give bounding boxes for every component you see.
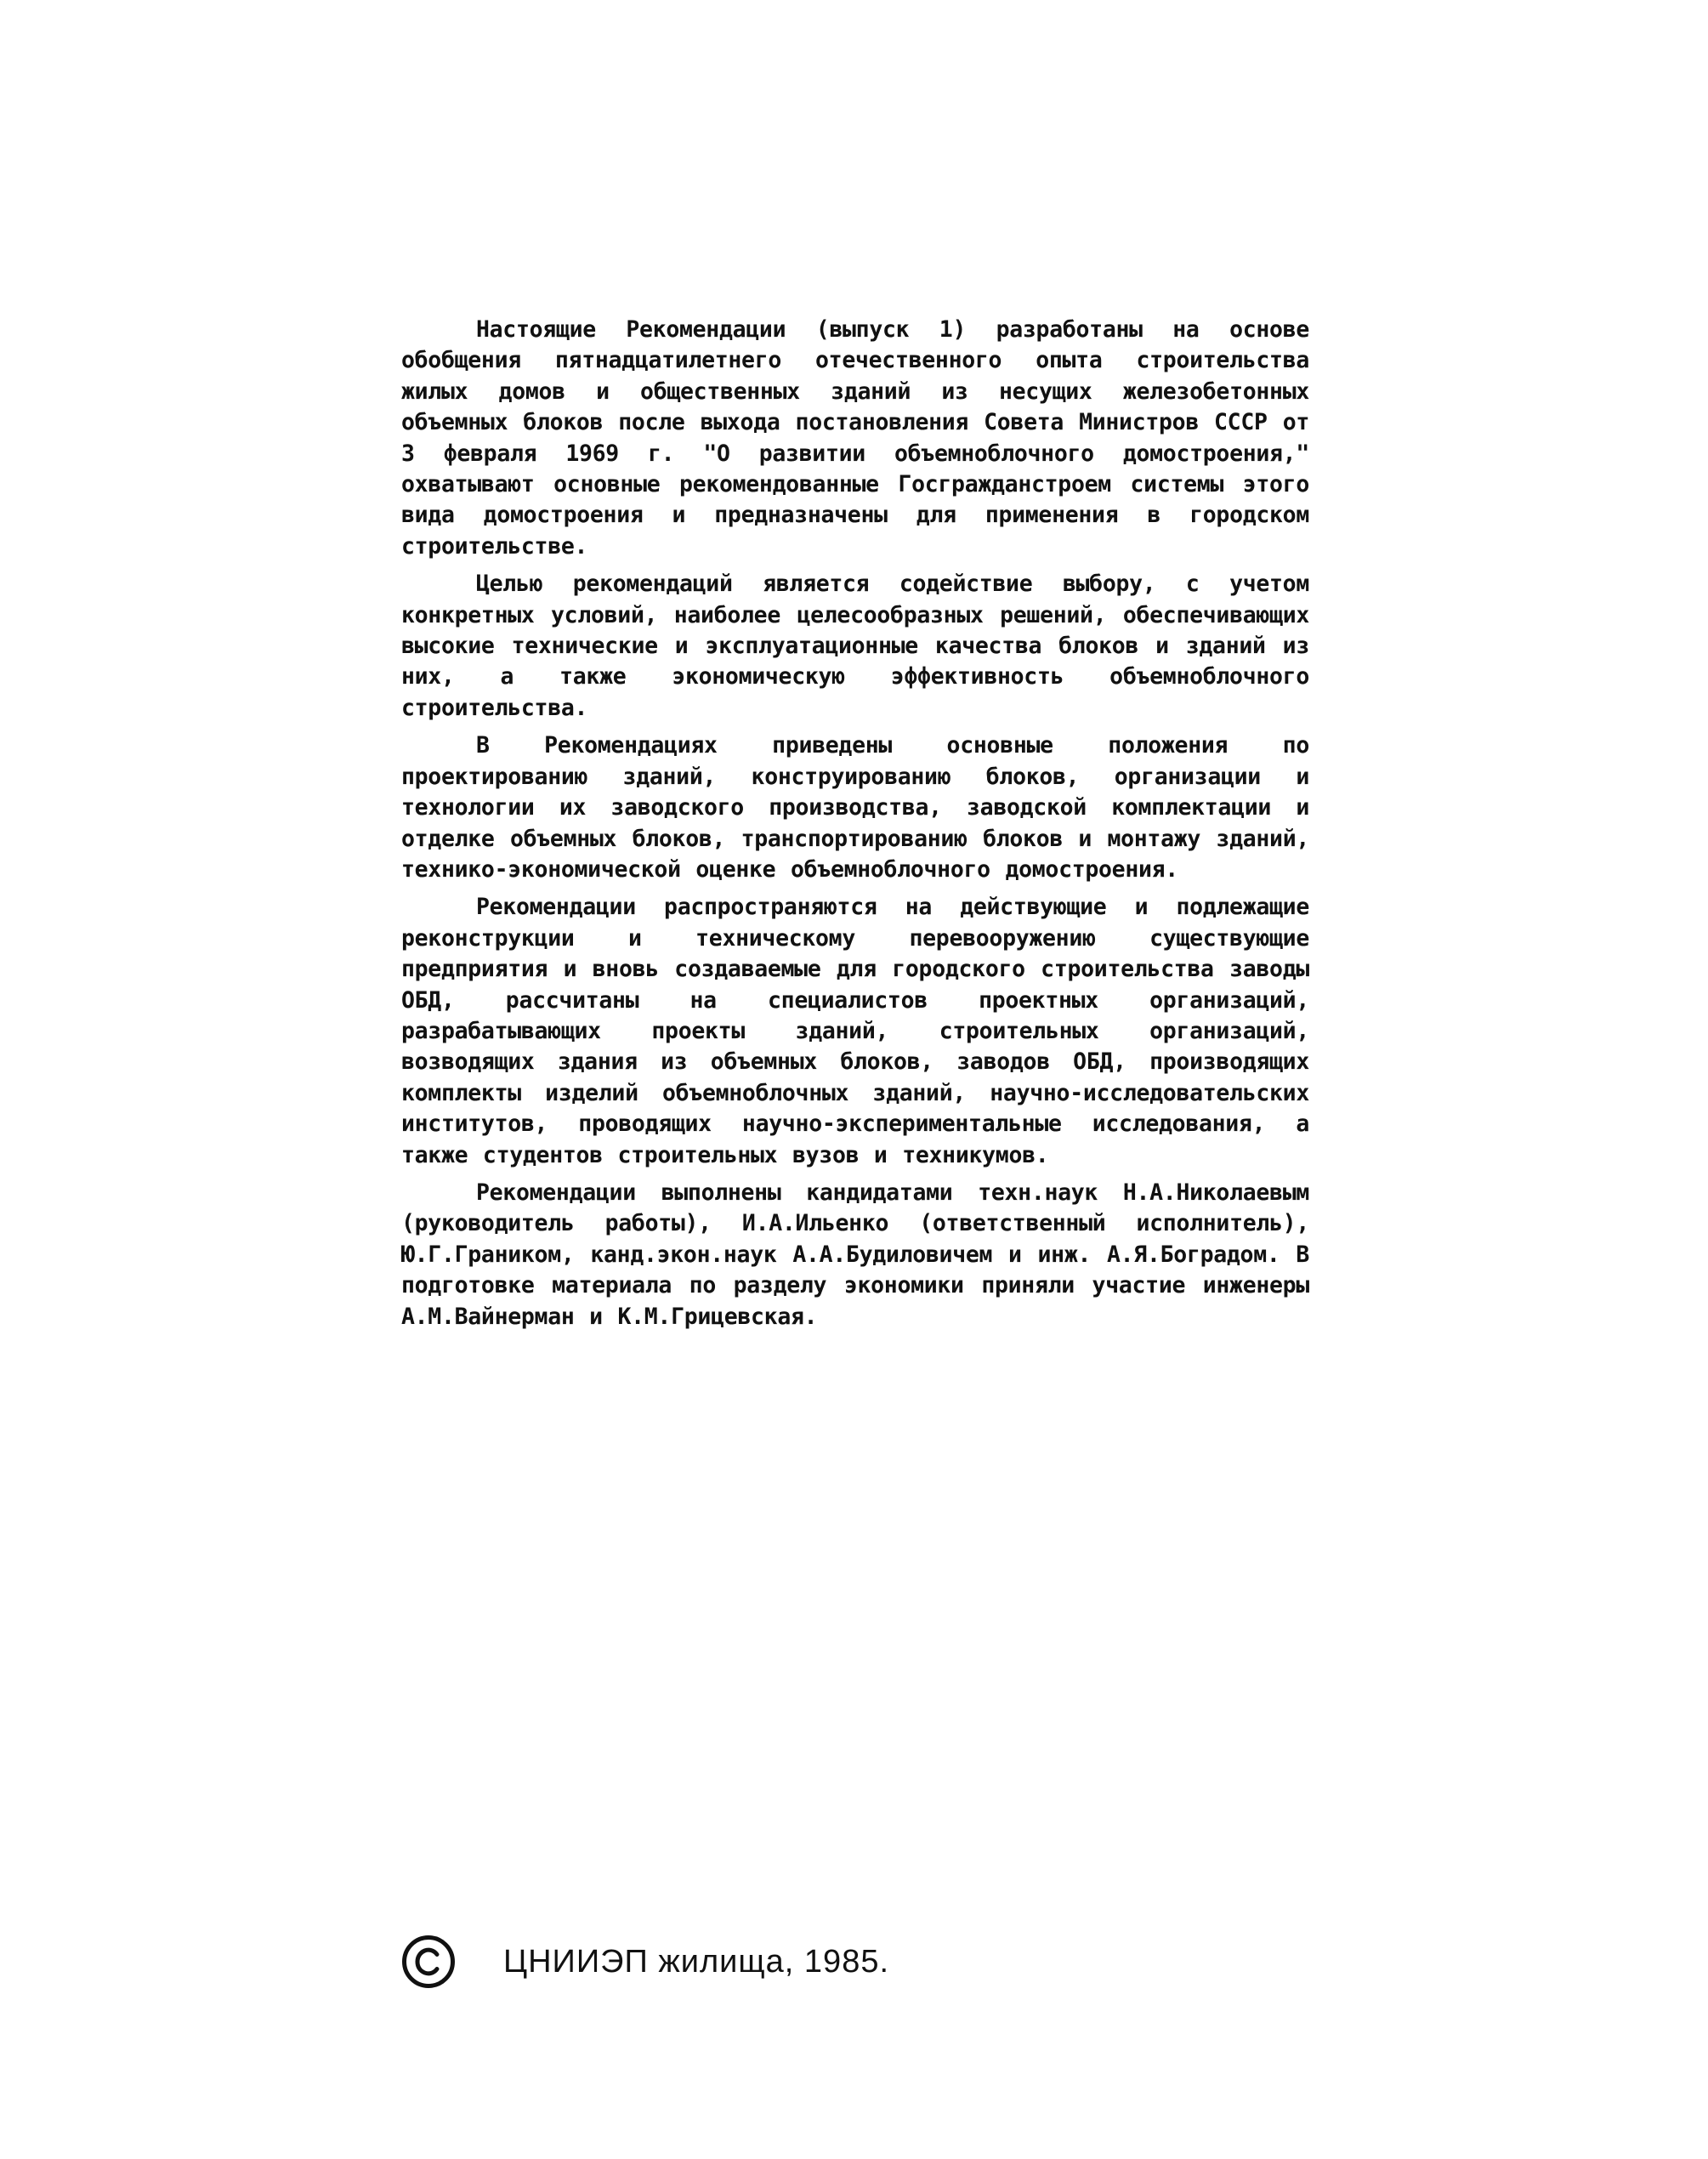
- copyright-imprint: [401, 1932, 889, 1991]
- paragraph-purpose: Целью рекомендаций является содействие выбору, с учетом конкретных условий, наиболее целесообразных решений, обеспечивающих высокие технические и эксплуатационные качества блоков и зданий из них, а также экономическую эффективность объемноблочного строительства.: [401, 571, 1309, 721]
- document-body: [401, 315, 1309, 1332]
- paragraph-audience: Рекомендации распространяются на действующие и подлежащие реконструкции и техническому перевооружению существующие предприятия и вновь создаваемые для городского строительства заводы ОБД, рассчитаны на специалистов проектных организаций, разрабатывающих проекты зданий, строительных организаций, возводящих здания из объемных блоков, заводов ОБД, производящих комплекты изделий объемноблочных зданий, научно-исследовательских институтов, проводящих научно-экспериментальные исследования, а также студентов строительных вузов и техникумов.: [401, 894, 1309, 1168]
- publisher-year: ЦНИИЭП жилища, 1985.: [503, 1943, 890, 1980]
- paragraph-intro: Настоящие Рекомендации (выпуск 1) разработаны на основе обобщения пятнадцатилетнего отечественного опыта строительства жилых домов и общественных зданий из несущих железобетонных объемных блоков после выхода постановления Совета Министров СССР от 3 февраля 1969 г. "О развитии объемноблочного домостроения," охватывают основные рекомендованные Госгражданстроем системы этого вида домостроения и предназначены для применения в городском строительстве.: [401, 316, 1309, 560]
- copyright-icon: [401, 1935, 456, 1989]
- paragraph-contents: В Рекомендациях приведены основные положения по проектированию зданий, конструированию блоков, организации и технологии их заводского производства, заводской комплектации и отделке объемных блоков, транспортированию блоков и монтажу зданий, технико-экономической оценке объемноблочного домостроения.: [401, 732, 1309, 883]
- paragraph-authors: Рекомендации выполнены кандидатами техн.наук Н.А.Николаевым (руководитель работы), И.А.Ильенко (ответственный исполнитель), Ю.Г.Граником, канд.экон.наук А.А.Будиловичем и инж. А.Я.Боградом. В подготовке материала по разделу экономики приняли участие инженеры А.М.Вайнерман и К.М.Грицевская.: [401, 1179, 1309, 1330]
